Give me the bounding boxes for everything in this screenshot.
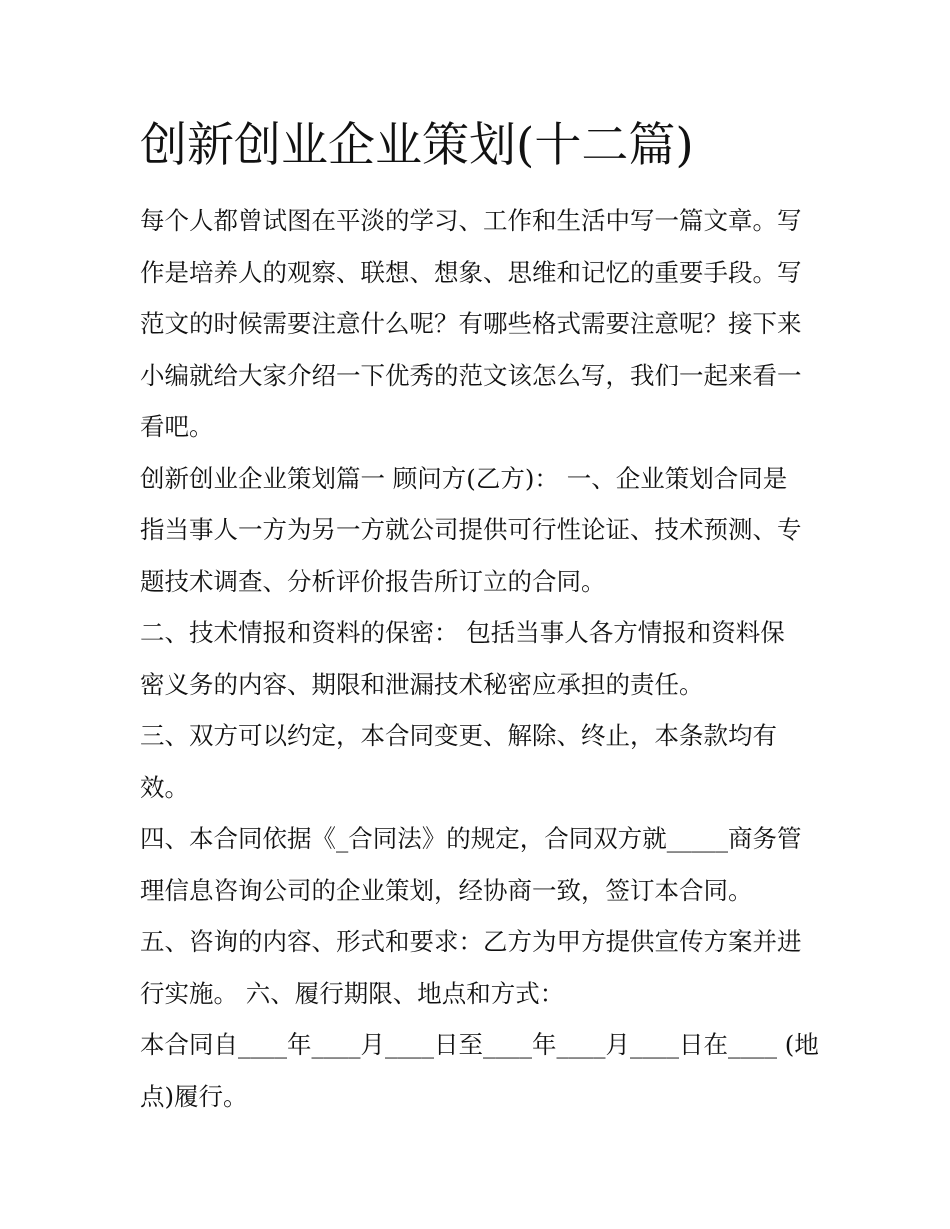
paragraph-line: 题技术调查、分析评价报告所订立的合同。 xyxy=(140,566,606,596)
paragraph-line: 范文的时候需要注意什么呢？有哪些格式需要注意呢？接下来 xyxy=(140,309,802,338)
paragraph-line: 作是培养人的观察、联想、想象、思维和记忆的重要手段。写 xyxy=(140,257,802,287)
paragraph-line: 行实施。 六、履行期限、地点和方式： xyxy=(140,978,565,1008)
paragraph-line: 四、本合同依据《_合同法》的规定，合同双方就_____商务管 xyxy=(140,824,802,853)
paragraph-line: 看吧。 xyxy=(140,412,214,441)
paragraph-line: 小编就给大家介绍一下优秀的范文该怎么写，我们一起来看一 xyxy=(140,360,802,390)
paragraph-line: 密义务的内容、期限和泄漏技术秘密应承担的责任。 xyxy=(140,669,704,699)
document-title: 创新创业企业策划(十二篇) xyxy=(140,118,694,173)
paragraph-line: 本合同自____年____月____日至____年____月____日在____ (地 xyxy=(140,1030,819,1059)
paragraph-line: 二、技术情报和资料的保密： 包括当事人各方情报和资料保 xyxy=(140,618,785,647)
paragraph-line: 指当事人一方为另一方就公司提供可行性论证、技术预测、专 xyxy=(140,515,802,544)
paragraph-line: 效。 xyxy=(140,772,189,802)
paragraph-line: 点)履行。 xyxy=(140,1081,248,1111)
paragraph-line: 创新创业企业策划篇一 顾问方(乙方)： 一、企业策划合同是 xyxy=(140,463,788,493)
paragraph-line: 五、咨询的内容、形式和要求：乙方为甲方提供宣传方案并进 xyxy=(140,927,802,956)
paragraph-line: 理信息咨询公司的企业策划，经协商一致，签订本合同。 xyxy=(140,875,753,905)
document-body xyxy=(140,195,820,1122)
paragraph-line: 三、双方可以约定，本合同变更、解除、终止，本条款均有 xyxy=(140,721,777,750)
paragraph-line: 每个人都曾试图在平淡的学习、工作和生活中写一篇文章。写 xyxy=(140,206,802,235)
